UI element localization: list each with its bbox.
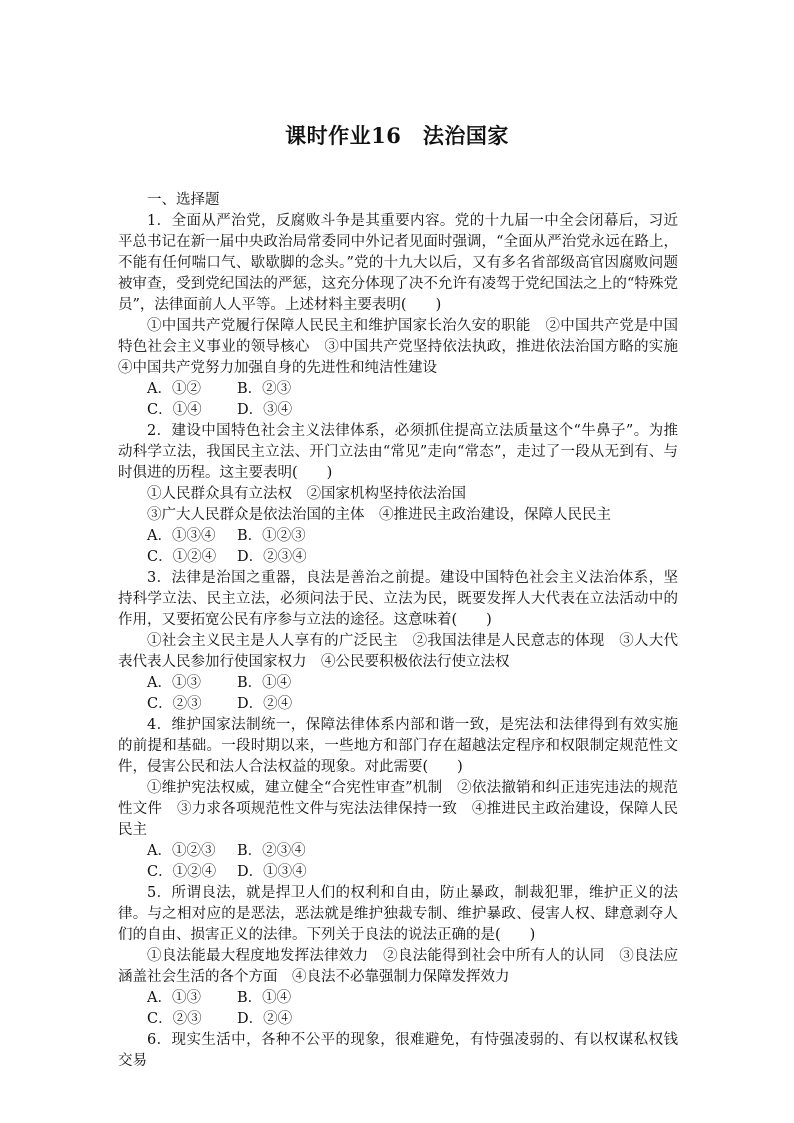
question-stem: 6．现实生活中，各种不公平的现象，很难避免，有恃强凌弱的、有以权谋私权钱交易: [118, 1032, 678, 1069]
choice-a: A．①②: [147, 381, 201, 397]
question-statements: ①社会主义民主是人人享有的广泛民主 ②我国法律是人民意志的体现 ③人大代表代表人民参加行使国家权力 ④公民要积极依法行使立法权: [118, 633, 678, 670]
answer-choices-row: [118, 526, 678, 547]
choice-d: D．②④: [237, 696, 293, 712]
question-2: [118, 421, 678, 568]
choice-c: C．②③: [147, 696, 202, 712]
question-stem: 2．建设中国特色社会主义法律体系，必须抓住提高立法质量这个“牛鼻子”。为推动科学立法，我国民主立法、开门立法由“常见”走向“常态”，走过了一段从无到有、与时俱进的历程。这主要表明( ): [118, 423, 678, 481]
question-statements: ①良法能最大程度地发挥法律效力 ②良法能得到社会中所有人的认同 ③良法应涵盖社会生活的各个方面 ④良法不必靠强制力保障发挥效力: [118, 948, 678, 985]
choice-d: D．②④: [237, 1011, 293, 1027]
choice-c: C．①②④: [147, 549, 217, 565]
section-heading: 一、选择题: [147, 192, 220, 208]
choice-c: C．①②④: [147, 864, 217, 880]
choice-a: A．①③: [147, 990, 201, 1006]
answer-choices-row: [118, 547, 678, 568]
question-statements: ①维护宪法权威，建立健全“合宪性审查”机制 ②依法撤销和纠正违宪违法的规范性文件 ③力求各项规范性文件与宪法法律保持一致 ④推进民主政治建设，保障人民民主: [118, 780, 678, 838]
question-stem: 4．维护国家法制统一，保障法律体系内部和谐一致，是宪法和法律得到有效实施的前提和基础。一段时期以来，一些地方和部门存在超越法定程序和权限制定规范性文件，侵害公民和法人合法权益的现象。对此需要( ): [118, 717, 678, 775]
choice-d: D．②③④: [237, 549, 307, 565]
choice-b: B．①④: [237, 990, 292, 1006]
question-statements: ①中国共产党履行保障人民民主和维护国家长治久安的职能 ②中国共产党是中国特色社会主义事业的领导核心 ③中国共产党坚持依法执政，推进依法治国方略的实施 ④中国共产党努力加强自身的先进性和纯洁性建设: [118, 318, 693, 376]
choice-b: B．①②③: [237, 528, 306, 544]
choice-c: C．②③: [147, 1011, 202, 1027]
choice-d: D．③④: [237, 402, 293, 418]
answer-choices-row: [118, 841, 678, 862]
answer-choices-row: [118, 673, 678, 694]
question-1: [118, 211, 693, 421]
question-4: [118, 715, 678, 883]
question-stem: 5．所谓良法，就是捍卫人们的权利和自由，防止暴政，制裁犯罪，维护正义的法律。与之相对应的是恶法，恶法就是维护独裁专制、维护暴政、侵害人权、肆意剥夺人们的自由、损害正义的法律。下列关于良法的说法正确的是( ): [118, 885, 678, 943]
answer-choices-row: [118, 379, 678, 400]
question-6: [118, 1030, 678, 1072]
answer-choices-row: [118, 862, 678, 883]
answer-choices-row: [118, 694, 678, 715]
answer-choices-row: [118, 1009, 678, 1030]
choice-a: A．①③④: [147, 528, 216, 544]
choice-c: C．①④: [147, 402, 202, 418]
choice-a: A．①②③: [147, 843, 216, 859]
choice-b: B．②③④: [237, 843, 306, 859]
answer-choices-row: [118, 988, 678, 1009]
choice-b: B．②③: [237, 381, 292, 397]
document-body: [118, 190, 693, 1072]
question-5: [118, 883, 678, 1030]
answer-choices-row: [118, 400, 678, 421]
question-statements: ①人民群众具有立法权 ②国家机构坚持依法治国: [147, 486, 466, 502]
page-title: 课时作业16 法治国家: [285, 123, 509, 148]
question-stem: 1．全面从严治党，反腐败斗争是其重要内容。党的十九届一中全会闭幕后，习近平总书记在新一届中央政治局常委同中外记者见面时强调，“全面从严治党永远在路上，不能有任何喘口气、歇歇脚的念头。”党的十九大以后，又有多名省部级高官因腐败问题被审查，受到党纪国法的严惩，这充分体现了决不允许有凌驾于党纪国法之上的“特殊党员”，法律面前人人平等。上述材料主要表明( ): [118, 213, 678, 313]
question-stem: 3．法律是治国之重器，良法是善治之前提。建设中国特色社会主义法治体系，坚持科学立法、民主立法，必须问法于民、立法为民，既要发挥人大代表在立法活动中的作用，又要拓宽公民有序参与立法的途径。这意味着( ): [118, 570, 678, 628]
question-3: [118, 568, 678, 715]
question-statements: ③广大人民群众是依法治国的主体 ④推进民主政治建设，保障人民民主: [147, 507, 611, 523]
choice-b: B．①④: [237, 675, 292, 691]
choice-a: A．①③: [147, 675, 201, 691]
choice-d: D．①③④: [237, 864, 307, 880]
